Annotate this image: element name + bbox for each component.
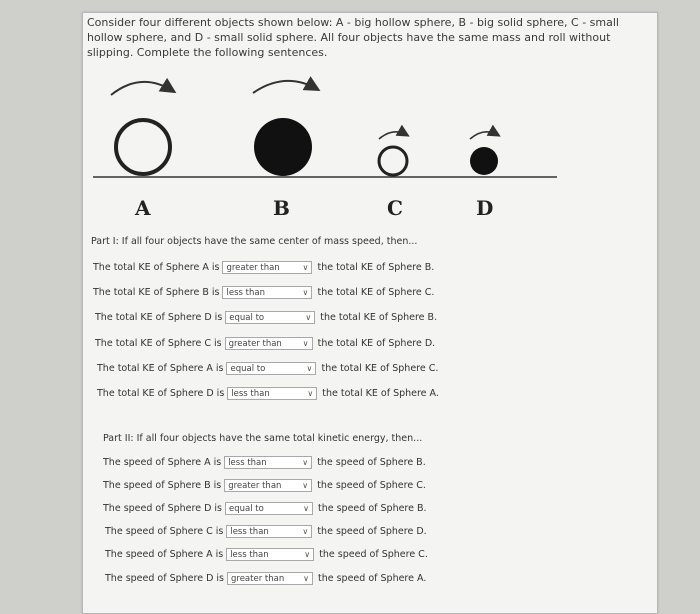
row-tail: the total KE of Sphere C.	[321, 362, 439, 374]
selected-value: greater than	[231, 573, 285, 584]
sphere-c-hollow	[379, 147, 407, 175]
chevron-down-icon: ∨	[302, 338, 309, 348]
chevron-down-icon: ∨	[304, 549, 311, 559]
row-label: The speed of Sphere D is	[103, 502, 222, 514]
part2-row	[103, 500, 427, 516]
part1-row	[97, 360, 438, 376]
answer-select[interactable]	[226, 548, 314, 561]
part1-row	[93, 259, 434, 275]
row-label: The total KE of Sphere B is	[93, 286, 220, 298]
part1-row	[93, 284, 434, 300]
rotation-arrow-c	[379, 132, 407, 139]
row-label: The total KE of Sphere C is	[95, 337, 222, 349]
sphere-b-solid	[254, 118, 312, 176]
answer-select[interactable]	[222, 286, 312, 299]
label-a: A	[135, 196, 151, 220]
chevron-down-icon: ∨	[302, 262, 309, 272]
row-tail: the speed of Sphere A.	[318, 572, 427, 584]
selected-value: less than	[226, 287, 265, 298]
chevron-down-icon: ∨	[302, 526, 309, 536]
question-intro: Consider four different objects shown below: A - big hollow sphere, B - big solid sphere, C - small hollow sphere, and D - small solid sphere. All four objects have the same mass and roll without slipping. Complete the following sentences.	[87, 16, 619, 59]
part1-row	[95, 309, 437, 325]
label-b: B	[273, 196, 290, 220]
chevron-down-icon: ∨	[303, 503, 309, 513]
row-tail: the speed of Sphere C.	[319, 548, 428, 560]
selected-value: equal to	[229, 312, 265, 323]
row-label: The speed of Sphere C is	[105, 525, 224, 537]
answer-select[interactable]	[227, 387, 317, 400]
row-label: The total KE of Sphere D is	[97, 387, 225, 399]
row-tail: the speed of Sphere B.	[318, 502, 427, 514]
part2-row	[105, 523, 427, 539]
selected-value: greater than	[226, 262, 280, 273]
chevron-down-icon: ∨	[302, 457, 309, 467]
chevron-down-icon: ∨	[307, 388, 314, 398]
row-tail: the total KE of Sphere B.	[320, 311, 438, 323]
answer-select[interactable]	[222, 261, 312, 274]
answer-select[interactable]	[225, 337, 313, 350]
answer-select[interactable]	[224, 479, 312, 492]
row-label: The speed of Sphere B is	[103, 479, 222, 491]
sphere-d-solid	[470, 147, 498, 175]
selected-value: greater than	[228, 338, 282, 349]
chevron-down-icon: ∨	[303, 573, 309, 583]
row-tail: the total KE of Sphere A.	[322, 387, 439, 399]
selected-value: less than	[231, 388, 270, 399]
chevron-down-icon: ∨	[302, 480, 309, 490]
row-tail: the total KE of Sphere D.	[317, 337, 436, 349]
part1-row	[95, 335, 435, 351]
row-tail: the total KE of Sphere C.	[317, 286, 435, 298]
label-c: C	[387, 196, 403, 220]
row-label: The speed of Sphere D is	[105, 572, 224, 584]
row-label: The total KE of Sphere A is	[97, 362, 224, 374]
part2-row	[105, 570, 426, 586]
spheres-figure	[83, 73, 657, 223]
rotation-arrow-a	[111, 82, 173, 95]
part2-row	[105, 546, 428, 562]
answer-select[interactable]	[226, 525, 312, 538]
rotation-arrow-b	[253, 81, 317, 93]
selected-value: less than	[230, 549, 269, 560]
row-tail: the speed of Sphere D.	[317, 525, 427, 537]
row-label: The speed of Sphere A is	[103, 456, 222, 468]
rotation-arrow-d	[470, 132, 498, 139]
answer-select[interactable]	[224, 456, 312, 469]
selected-value: less than	[228, 457, 267, 468]
row-tail: the speed of Sphere C.	[317, 479, 426, 491]
part2-title: Part II: If all four objects have the same total kinetic energy, then...	[103, 433, 423, 444]
chevron-down-icon: ∨	[305, 312, 312, 322]
part2-row	[103, 477, 426, 493]
selected-value: equal to	[229, 503, 264, 514]
answer-select[interactable]	[226, 362, 316, 375]
answer-select[interactable]	[225, 502, 313, 515]
part2-row	[103, 454, 426, 470]
row-label: The speed of Sphere A is	[105, 548, 224, 560]
chevron-down-icon: ∨	[302, 287, 309, 297]
question-sheet	[82, 12, 658, 614]
selected-value: equal to	[230, 363, 266, 374]
answer-select[interactable]	[225, 311, 315, 324]
chevron-down-icon: ∨	[306, 363, 313, 373]
sphere-a-hollow	[116, 120, 170, 174]
part1-title: Part I: If all four objects have the same center of mass speed, then...	[91, 236, 418, 247]
selected-value: greater than	[228, 480, 282, 491]
part1-row	[97, 385, 439, 401]
row-label: The total KE of Sphere A is	[93, 261, 220, 273]
selected-value: less than	[230, 526, 269, 537]
row-tail: the speed of Sphere B.	[317, 456, 426, 468]
answer-select[interactable]	[227, 572, 313, 585]
row-tail: the total KE of Sphere B.	[317, 261, 435, 273]
label-d: D	[476, 196, 494, 220]
row-label: The total KE of Sphere D is	[95, 311, 223, 323]
